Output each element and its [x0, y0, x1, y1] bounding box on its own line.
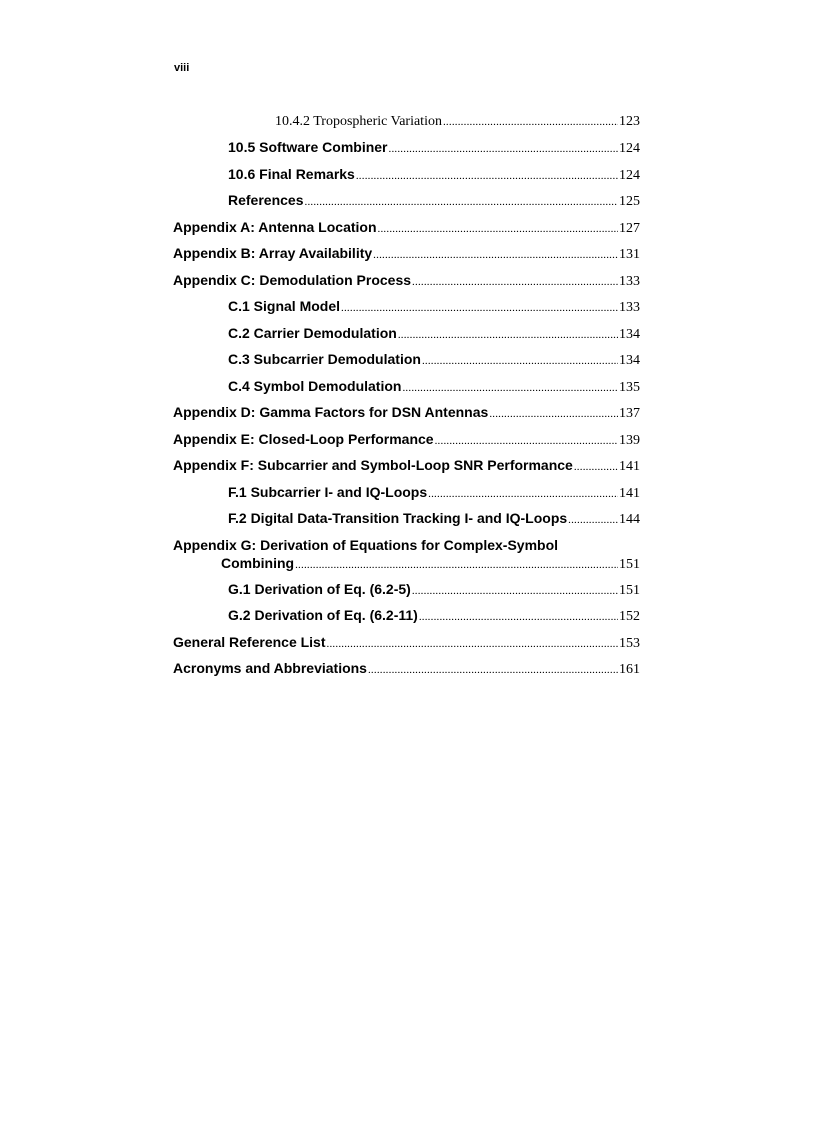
toc-entry-title: Appendix F: Subcarrier and Symbol-Loop SNR Performance [173, 457, 573, 473]
toc-entry-appendix-c[interactable] [173, 272, 640, 291]
toc-entry-title: 10.6 Final Remarks [228, 166, 355, 182]
toc-entry-page: 144 [619, 512, 640, 527]
toc-entry-page: 125 [619, 194, 640, 209]
dot-leader [378, 221, 618, 238]
toc-entry-title: Appendix D: Gamma Factors for DSN Antennas [173, 404, 489, 420]
dot-leader [373, 247, 618, 264]
toc-entry-page: 127 [619, 221, 640, 236]
page-number: viii [174, 62, 190, 74]
dot-leader [419, 609, 618, 626]
toc-entry-page: 131 [619, 247, 640, 262]
dot-leader [368, 662, 618, 679]
toc-entry-appendix-e[interactable] [173, 431, 640, 450]
toc-entry-10-5[interactable] [228, 139, 640, 158]
dot-leader [435, 433, 618, 450]
toc-entry-page: 134 [619, 353, 640, 368]
toc-entry-page: 161 [619, 662, 640, 677]
toc-entry-c-1[interactable] [228, 298, 640, 317]
toc-entry-page: 133 [619, 274, 640, 289]
dot-leader [389, 141, 619, 158]
dot-leader [574, 459, 618, 476]
toc-entry-g-2[interactable] [228, 607, 640, 626]
toc-entry-references[interactable] [228, 192, 640, 211]
toc-entry-appendix-a[interactable] [173, 219, 640, 238]
toc-entry-title: General Reference List [173, 634, 326, 650]
toc-entry-title: Appendix A: Antenna Location [173, 219, 377, 235]
toc-entry-title: 10.4.2 Tropospheric Variation [275, 114, 442, 129]
dot-leader [398, 327, 618, 344]
toc-entry-f-1[interactable] [228, 484, 640, 503]
toc-entry-acronyms[interactable] [173, 660, 640, 679]
toc-entry-appendix-g-line1[interactable]: Appendix G: Derivation of Equations for Complex-Symbol [173, 537, 559, 553]
toc-entry-title: F.1 Subcarrier I- and IQ-Loops [228, 484, 428, 500]
toc-entry-appendix-d[interactable] [173, 404, 640, 423]
toc-entry-page: 151 [619, 557, 640, 572]
toc-entry-title: F.2 Digital Data-Transition Tracking I- and IQ-Loops [228, 510, 568, 526]
toc-entry-page: 153 [619, 636, 640, 651]
dot-leader [428, 486, 618, 503]
dot-leader [327, 636, 618, 653]
toc-entry-f-2[interactable] [228, 510, 640, 529]
dot-leader [412, 274, 618, 291]
toc-entry-c-2[interactable] [228, 325, 640, 344]
toc-entry-title: References [228, 192, 304, 208]
toc-entry-page: 135 [619, 380, 640, 395]
toc-entry-title: C.2 Carrier Demodulation [228, 325, 397, 341]
dot-leader [422, 353, 618, 370]
toc-entry-page: 141 [619, 459, 640, 474]
dot-leader [356, 168, 618, 185]
toc-entry-10-4-2[interactable] [275, 113, 640, 131]
toc-entry-title: Acronyms and Abbreviations [173, 660, 367, 676]
toc-entry-page: 141 [619, 486, 640, 501]
toc-entry-page: 134 [619, 327, 640, 342]
toc-entry-title: C.1 Signal Model [228, 298, 341, 314]
toc-entry-general-reference-list[interactable] [173, 634, 640, 653]
toc-entry-g-1[interactable] [228, 581, 640, 600]
toc-entry-page: 152 [619, 609, 640, 624]
toc-entry-title: 10.5 Software Combiner [228, 139, 388, 155]
toc-entry-page: 139 [619, 433, 640, 448]
toc-entry-title: Combining [221, 555, 295, 571]
toc-entry-title: Appendix E: Closed-Loop Performance [173, 431, 434, 447]
toc-entry-title: C.4 Symbol Demodulation [228, 378, 402, 394]
toc-entry-title: Appendix B: Array Availability [173, 245, 373, 261]
toc-entry-title: G.2 Derivation of Eq. (6.2-11) [228, 607, 418, 623]
dot-leader [412, 583, 618, 600]
toc-entry-page: 137 [619, 406, 640, 421]
dot-leader [402, 380, 618, 397]
dot-leader [568, 512, 618, 529]
dot-leader [489, 406, 618, 423]
toc-entry-c-4[interactable] [228, 378, 640, 397]
dot-leader [341, 300, 618, 317]
dot-leader [443, 114, 618, 131]
toc-entry-page: 124 [619, 168, 640, 183]
toc-entry-appendix-g[interactable] [221, 555, 640, 574]
toc-entry-page: 133 [619, 300, 640, 315]
toc-entry-10-6[interactable] [228, 166, 640, 185]
toc-entry-page: 151 [619, 583, 640, 598]
toc-entry-title: G.1 Derivation of Eq. (6.2-5) [228, 581, 411, 597]
dot-leader [305, 194, 619, 211]
dot-leader [295, 557, 618, 574]
toc-entry-page: 124 [619, 141, 640, 156]
toc-entry-appendix-f[interactable] [173, 457, 640, 476]
toc-entry-page: 123 [619, 114, 640, 129]
toc-entry-title: C.3 Subcarrier Demodulation [228, 351, 421, 367]
toc-entry-title: Appendix C: Demodulation Process [173, 272, 412, 288]
toc-entry-appendix-b[interactable] [173, 245, 640, 264]
toc-entry-c-3[interactable] [228, 351, 640, 370]
